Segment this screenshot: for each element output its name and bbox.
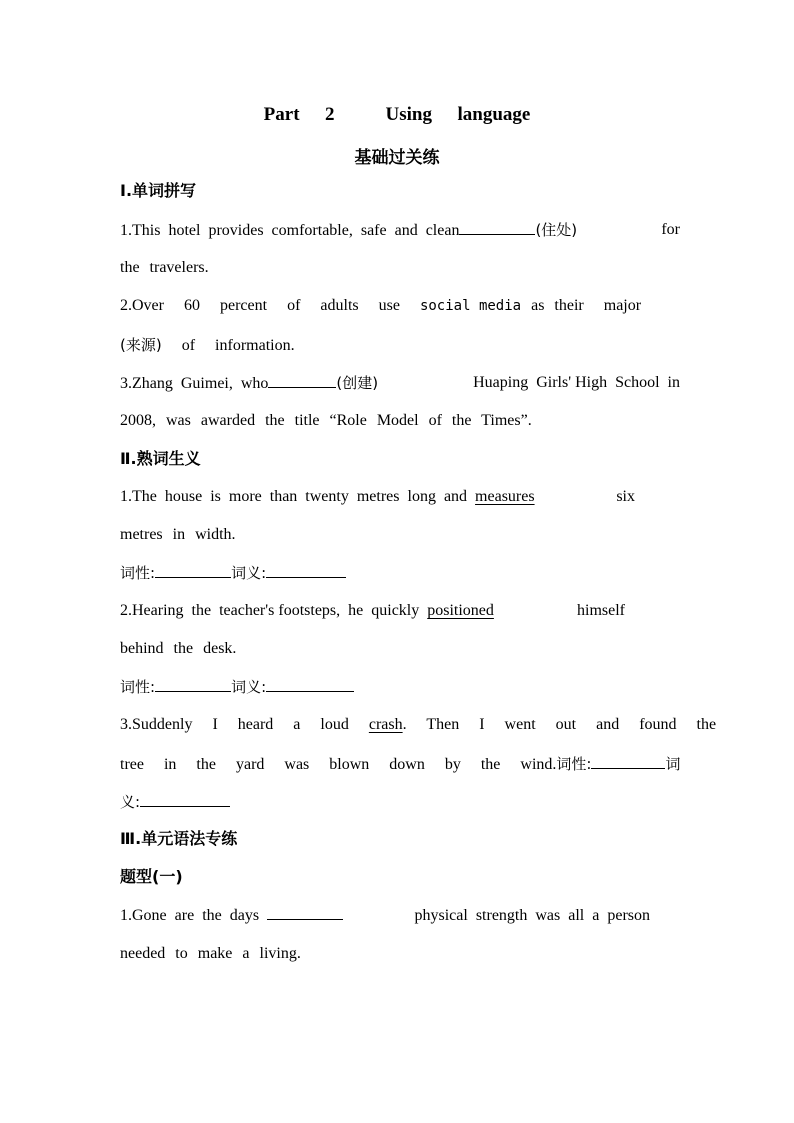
s2-q2-pos-blank[interactable]	[155, 675, 231, 692]
s1-q1-b: for	[661, 221, 680, 238]
s2-q3-line3	[120, 789, 680, 815]
s1-q1-a: 1.This hotel provides comfortable, safe and clean	[120, 222, 460, 239]
s2-q1-meaning-blank[interactable]	[266, 561, 346, 578]
s2-q1-pos-label: 词性:	[120, 564, 156, 582]
s1-q2-mono: social media	[419, 298, 522, 314]
s1-q3-hint: (创建)	[336, 374, 379, 392]
s2-q3-b: . Then I went out and found the	[402, 716, 717, 733]
s1-q3-blank[interactable]	[268, 371, 336, 388]
s3-q1-blank[interactable]	[267, 903, 343, 920]
s1-q3-line2: 2008, was awarded the title “Role Model of the Times”.	[120, 412, 532, 429]
s1-q2-line2	[120, 332, 680, 358]
s2-q2-meaning-blank[interactable]	[266, 675, 354, 692]
s3-q1-line2: needed to make a living.	[120, 945, 301, 962]
section-2-heading: Ⅱ.熟词生义	[120, 449, 201, 468]
s2-q1-line2: metres in width.	[120, 526, 236, 543]
page-subtitle: 基础过关练	[354, 148, 440, 168]
s2-q1-line1	[120, 484, 635, 510]
s1-q2-c: of information.	[181, 337, 295, 354]
s2-q1-answer-line	[120, 560, 680, 586]
s2-q1-pos-blank[interactable]	[155, 561, 231, 578]
s2-q2-answer-line	[120, 674, 680, 700]
s2-q1-word: measures	[475, 488, 535, 505]
s2-q2-b: himself	[577, 602, 625, 619]
s1-q2-line1	[120, 293, 680, 319]
s2-q1-a: 1.The house is more than twenty metres long and	[120, 488, 468, 505]
s2-q1-meaning-label: 词义:	[231, 564, 267, 582]
s2-q2-a: 2.Hearing the teacher's footsteps, he quickly	[120, 602, 420, 619]
s1-q2-b: as their major	[531, 297, 642, 314]
s2-q3-word: crash	[368, 716, 403, 733]
section-3-heading: Ⅲ.单元语法专练	[120, 829, 238, 848]
s2-q2-word: positioned	[427, 602, 494, 619]
section-1-heading: Ⅰ.单词拼写	[120, 181, 197, 200]
s2-q3-c: tree in the yard was blown down by the wind.	[120, 756, 557, 773]
s2-q2-line2: behind the desk.	[120, 640, 237, 657]
section-3-subheading: 题型(一)	[120, 867, 183, 886]
s2-q2-line1	[120, 598, 625, 624]
s3-q1-line1	[120, 903, 650, 929]
s1-q1-line2: the travelers.	[120, 259, 209, 276]
s1-q1-line1	[120, 217, 680, 243]
s2-q1-b: six	[616, 488, 635, 505]
s2-q3-a: 3.Suddenly I heard a loud	[120, 716, 349, 733]
s1-q1-text-a	[120, 217, 577, 243]
s2-q3-pos-label: 词性:	[556, 755, 592, 773]
s1-q2-hint: (来源)	[120, 336, 162, 354]
s2-q2-pos-label: 词性:	[120, 678, 156, 696]
page-title: Part 2 Using language	[263, 104, 531, 125]
s1-q2-a: 2.Over 60 percent of adults use	[120, 297, 400, 314]
s1-q1-blank[interactable]	[459, 218, 535, 235]
s2-q1-text-a	[120, 484, 535, 510]
s1-q3-text-a	[120, 370, 378, 396]
s2-q3-line1	[120, 712, 717, 738]
s2-q3-line2	[120, 751, 680, 777]
s3-q1-a: 1.Gone are the days	[120, 907, 260, 924]
s2-q3-meaning-label: 义:	[120, 793, 141, 811]
s3-q1-text-a	[120, 903, 343, 929]
s2-q3-meaning-blank[interactable]	[140, 790, 230, 807]
s2-q2-meaning-label: 词义:	[231, 678, 267, 696]
s1-q3-a: 3.Zhang Guimei, who	[120, 375, 269, 392]
s2-q3-pos-blank[interactable]	[591, 752, 665, 769]
s1-q3-b: Huaping Girls' High School in	[473, 374, 680, 391]
s1-q3-line1	[120, 370, 680, 396]
s2-q3-meaning-start: 词	[665, 755, 681, 773]
s3-q1-b: physical strength was all a person	[414, 907, 650, 924]
s1-q1-hint: (住处)	[535, 221, 578, 239]
s2-q2-text-a	[120, 598, 494, 624]
